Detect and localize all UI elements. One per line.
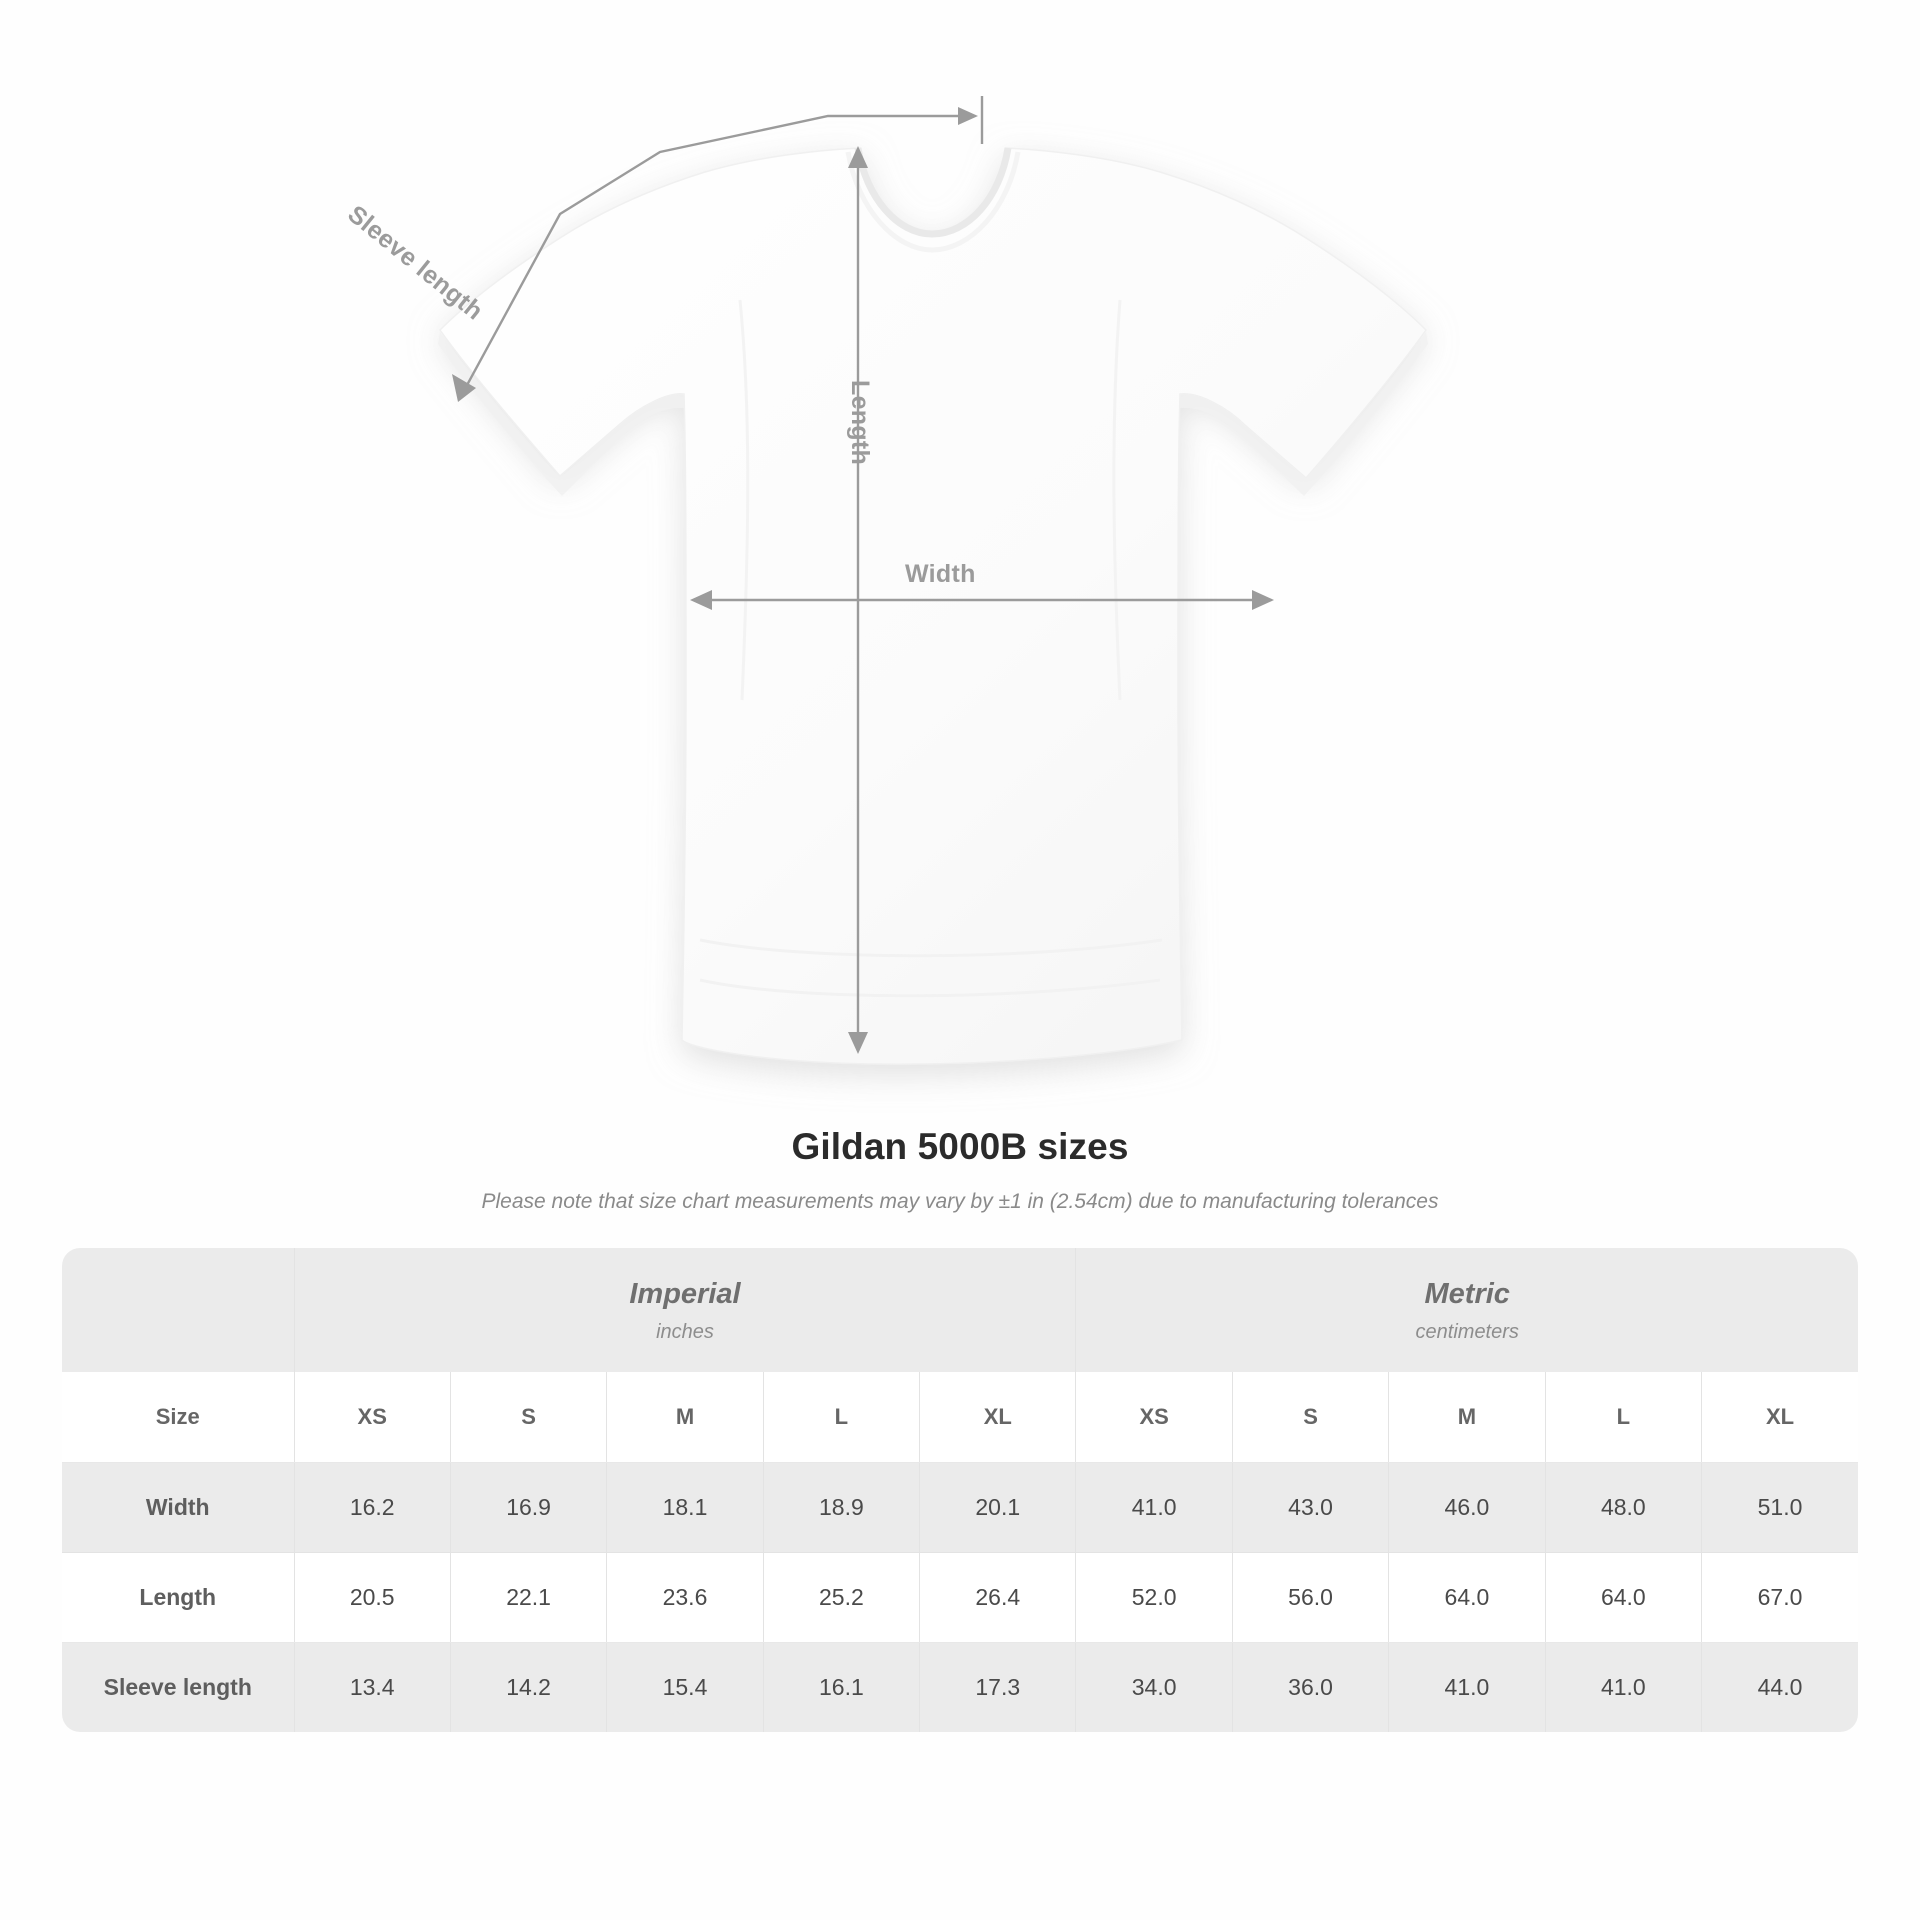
column-header-metric-l: L xyxy=(1545,1372,1701,1463)
cell-sleeve-imperial-l: 16.1 xyxy=(763,1643,919,1733)
column-header-imperial-l: L xyxy=(763,1372,919,1463)
title-block xyxy=(0,1126,1920,1214)
unit-header-row xyxy=(62,1248,1858,1372)
cell-sleeve-imperial-xl: 17.3 xyxy=(920,1643,1076,1733)
column-header-imperial-xl: XL xyxy=(920,1372,1076,1463)
cell-length-imperial-xl: 26.4 xyxy=(920,1553,1076,1643)
cell-width-imperial-s: 16.9 xyxy=(450,1463,606,1553)
column-header-metric-m: M xyxy=(1389,1372,1545,1463)
cell-width-metric-xs: 41.0 xyxy=(1076,1463,1232,1553)
column-header-size: Size xyxy=(62,1372,294,1463)
size-table xyxy=(62,1248,1858,1732)
column-header-metric-s: S xyxy=(1232,1372,1388,1463)
page-title: Gildan 5000B sizes xyxy=(791,1126,1129,1167)
cell-length-imperial-l: 25.2 xyxy=(763,1553,919,1643)
row-label-length: Length xyxy=(62,1553,294,1643)
unit-group-imperial-unit: inches xyxy=(656,1321,714,1343)
cell-width-imperial-l: 18.9 xyxy=(763,1463,919,1553)
cell-length-metric-l: 64.0 xyxy=(1545,1553,1701,1643)
cell-sleeve-metric-xl: 44.0 xyxy=(1702,1643,1858,1733)
cell-sleeve-metric-xs: 34.0 xyxy=(1076,1643,1232,1733)
table-row xyxy=(62,1553,1858,1643)
shirt-body-shape xyxy=(440,148,1426,1064)
unit-group-imperial xyxy=(294,1248,1076,1372)
unit-group-metric-name: Metric xyxy=(1424,1278,1510,1310)
cell-width-metric-xl: 51.0 xyxy=(1702,1463,1858,1553)
cell-length-imperial-m: 23.6 xyxy=(607,1553,763,1643)
cell-sleeve-metric-s: 36.0 xyxy=(1232,1643,1388,1733)
cell-sleeve-imperial-m: 15.4 xyxy=(607,1643,763,1733)
cell-length-metric-xl: 67.0 xyxy=(1702,1553,1858,1643)
cell-length-imperial-xs: 20.5 xyxy=(294,1553,450,1643)
column-header-imperial-s: S xyxy=(450,1372,606,1463)
cell-width-imperial-xs: 16.2 xyxy=(294,1463,450,1553)
cell-width-imperial-m: 18.1 xyxy=(607,1463,763,1553)
column-header-imperial-m: M xyxy=(607,1372,763,1463)
width-label: Width xyxy=(905,560,976,588)
table-row xyxy=(62,1463,1858,1553)
cell-length-metric-m: 64.0 xyxy=(1389,1553,1545,1643)
size-header-row xyxy=(62,1372,1858,1463)
unit-header-spacer xyxy=(62,1248,294,1372)
row-label-sleeve-length: Sleeve length xyxy=(62,1643,294,1733)
unit-group-metric xyxy=(1076,1248,1858,1372)
tolerance-note: Please note that size chart measurements may vary by ±1 in (2.54cm) due to manufacturing tolerances xyxy=(481,1190,1439,1213)
cell-width-imperial-xl: 20.1 xyxy=(920,1463,1076,1553)
unit-group-metric-unit: centimeters xyxy=(1415,1321,1519,1343)
cell-length-metric-xs: 52.0 xyxy=(1076,1553,1232,1643)
cell-length-metric-s: 56.0 xyxy=(1232,1553,1388,1643)
cell-length-imperial-s: 22.1 xyxy=(450,1553,606,1643)
column-header-metric-xs: XS xyxy=(1076,1372,1232,1463)
row-label-width: Width xyxy=(62,1463,294,1553)
column-header-imperial-xs: XS xyxy=(294,1372,450,1463)
length-label: Length xyxy=(846,380,874,466)
cell-sleeve-imperial-xs: 13.4 xyxy=(294,1643,450,1733)
cell-sleeve-metric-l: 41.0 xyxy=(1545,1643,1701,1733)
size-table-container xyxy=(62,1248,1858,1732)
cell-sleeve-imperial-s: 14.2 xyxy=(450,1643,606,1733)
column-header-metric-xl: XL xyxy=(1702,1372,1858,1463)
sleeve-length-label: Sleeve length xyxy=(342,200,489,326)
cell-sleeve-metric-m: 41.0 xyxy=(1389,1643,1545,1733)
cell-width-metric-l: 48.0 xyxy=(1545,1463,1701,1553)
cell-width-metric-s: 43.0 xyxy=(1232,1463,1388,1553)
cell-width-metric-m: 46.0 xyxy=(1389,1463,1545,1553)
table-row xyxy=(62,1643,1858,1733)
unit-group-imperial-name: Imperial xyxy=(629,1278,741,1310)
